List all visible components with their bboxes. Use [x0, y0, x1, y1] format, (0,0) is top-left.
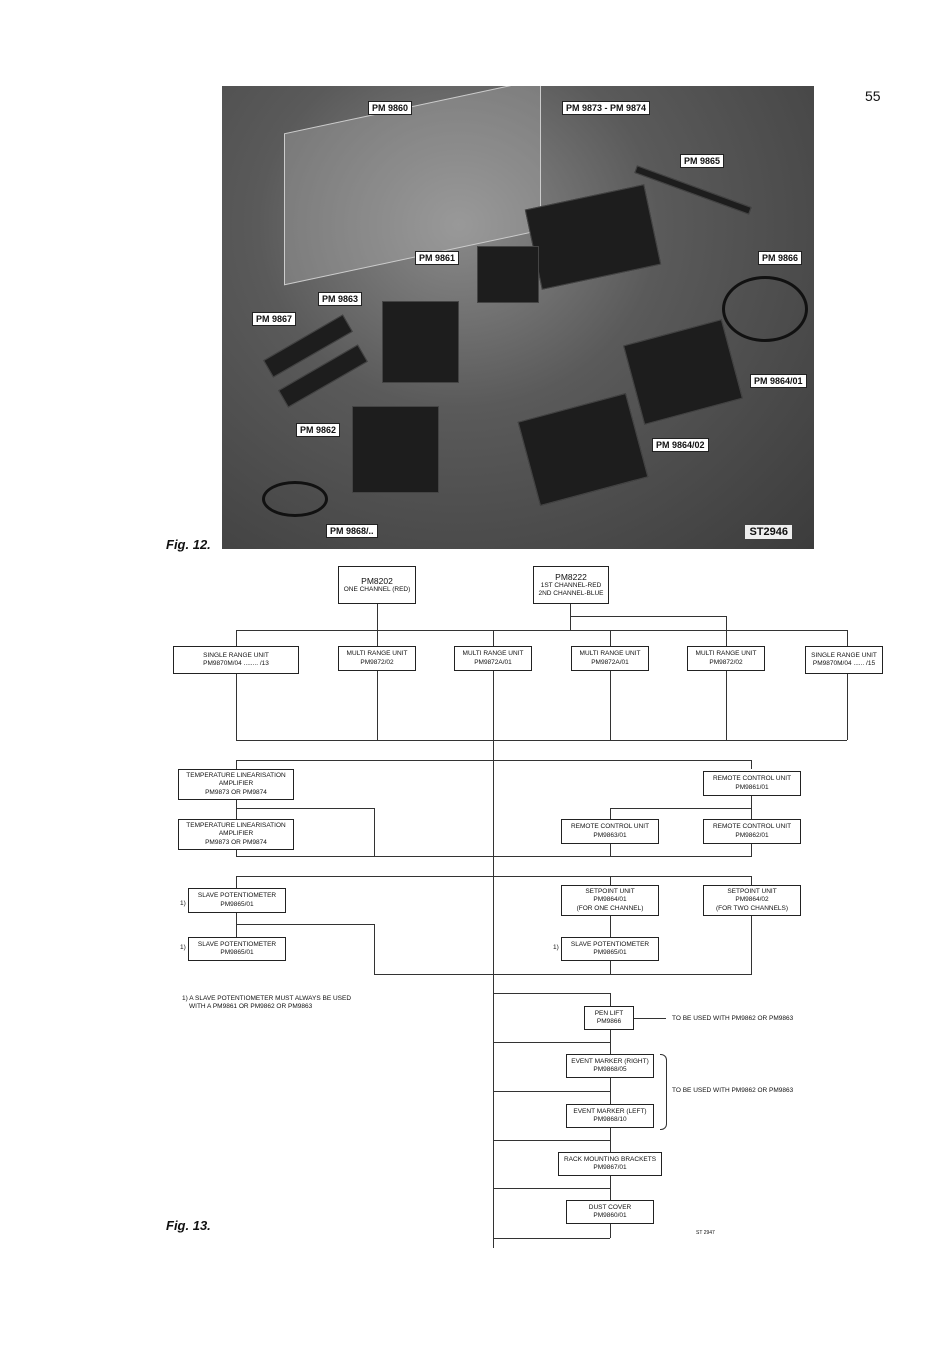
rack-l2: PM9867/01 — [593, 1164, 627, 1171]
slave-pot-3 — [561, 937, 659, 961]
label-pm9864-01: PM 9864/01 — [750, 374, 807, 388]
pen-lift — [584, 1006, 634, 1030]
photo-code: ST2946 — [745, 525, 792, 539]
box-pm8222 — [533, 566, 609, 604]
box-pm8202 — [338, 566, 416, 604]
range-unit-2-label: MULTI RANGE UNIT — [346, 650, 408, 658]
range-unit-5-label: MULTI RANGE UNIT — [695, 650, 757, 658]
remote-9861-l1: REMOTE CONTROL UNIT — [712, 775, 792, 783]
connector-line — [236, 630, 847, 631]
event-note: TO BE USED WITH PM9862 OR PM9863 — [672, 1087, 794, 1094]
connector-line — [236, 808, 374, 809]
footnote-line2: WITH A PM9861 OR PM9862 OR PM9863 — [189, 1003, 313, 1011]
footnote-line1: 1) A SLAVE POTENTIOMETER MUST ALWAYS BE USED — [182, 995, 352, 1002]
connector-line — [610, 961, 611, 974]
temp-amp-1-l2: AMPLIFIER — [218, 780, 254, 788]
connector-line — [236, 630, 237, 646]
event-bracket — [660, 1054, 667, 1130]
footnote-mark: 1) — [180, 900, 186, 907]
temp-amp-1-l3: PM9873 OR PM9874 — [205, 788, 267, 796]
connector-line — [726, 671, 727, 740]
connector-line — [610, 916, 611, 937]
connector-line — [751, 844, 752, 856]
page-number: 55 — [865, 88, 881, 104]
connector-line — [610, 1176, 611, 1188]
connector-line — [374, 974, 752, 975]
label-pm9863: PM 9863 — [318, 292, 362, 306]
dust-cover — [566, 1200, 654, 1224]
pm8202-title: PM8202 — [361, 575, 393, 586]
remote-9863-l2: PM9863/01 — [593, 831, 627, 839]
slave-pot-2 — [188, 937, 286, 961]
remote-9861-l2: PM9861/01 — [735, 783, 769, 791]
connector-line — [493, 1091, 610, 1092]
connector-line — [751, 796, 752, 819]
label-pm9865: PM 9865 — [680, 154, 724, 168]
slave-pot-3-l2: PM9865/01 — [593, 949, 627, 956]
connector-line — [847, 674, 848, 740]
dust-l2: PM9860/01 — [593, 1212, 627, 1219]
setpoint-2-l3: (FOR TWO CHANNELS) — [715, 904, 789, 912]
remote-9862 — [703, 819, 801, 844]
connector-line — [610, 844, 611, 856]
connector-line — [751, 876, 752, 885]
connector-line — [236, 740, 847, 741]
connector-line — [610, 808, 611, 819]
connector-line — [493, 1238, 610, 1239]
pm8222-line2: 2ND CHANNEL-BLUE — [538, 590, 604, 598]
range-unit-2-code: PM9872/02 — [360, 658, 394, 666]
connector-line — [570, 616, 571, 630]
connector-line — [570, 616, 726, 617]
slave-pot-2-l2: PM9865/01 — [220, 949, 254, 956]
fig12-caption: Fig. 12. — [166, 537, 211, 552]
remote-9863 — [561, 819, 659, 844]
connector-line — [610, 1188, 611, 1200]
pm8222-line1: 1ST CHANNEL-RED — [540, 582, 602, 590]
connector-line — [610, 671, 611, 740]
remote-9862-l2: PM9862/01 — [735, 831, 769, 839]
range-unit-6-code: PM9870M/04 ...... /15 — [812, 660, 876, 667]
connector-line — [374, 808, 375, 856]
remote-9863-l1: REMOTE CONTROL UNIT — [570, 823, 650, 831]
connector-line — [236, 876, 237, 888]
label-pm9867: PM 9867 — [252, 312, 296, 326]
dust-l1: DUST COVER — [588, 1203, 632, 1211]
connector-line — [570, 604, 571, 616]
temp-amp-2-l3: PM9873 OR PM9874 — [205, 838, 267, 846]
range-unit-3-code: PM9872A/01 — [474, 658, 512, 666]
slave-pot-1-l2: PM9865/01 — [220, 900, 254, 908]
connector-line — [610, 1042, 611, 1054]
connector-line — [236, 800, 237, 819]
pen-lift-l1: PEN LIFT — [594, 1009, 624, 1017]
connector-line — [377, 604, 378, 630]
range-unit-4-label: MULTI RANGE UNIT — [579, 650, 641, 658]
event-left — [566, 1104, 654, 1128]
label-pm9866: PM 9866 — [758, 251, 802, 265]
connector-line — [493, 993, 610, 994]
label-pm9862: PM 9862 — [296, 423, 340, 437]
connector-line — [634, 1018, 666, 1019]
temp-amp-1-l1: TEMPERATURE LINEARISATION — [186, 772, 286, 780]
remote-9861 — [703, 771, 801, 796]
range-unit-6 — [805, 646, 883, 674]
range-unit-5 — [687, 646, 765, 671]
range-unit-2 — [338, 646, 416, 671]
connector-line — [610, 1128, 611, 1140]
connector-line — [493, 1042, 610, 1043]
rack-brackets — [558, 1152, 662, 1176]
connector-line — [610, 630, 611, 646]
setpoint-1 — [561, 885, 659, 916]
pen-lift-l2: PM9866 — [596, 1018, 622, 1025]
range-unit-1 — [173, 646, 299, 674]
connector-line — [751, 760, 752, 769]
connector-line — [236, 760, 752, 761]
slave-pot-1-l1: SLAVE POTENTIOMETER — [197, 892, 277, 900]
connector-line — [493, 630, 494, 646]
range-unit-4 — [571, 646, 649, 671]
connector-line — [610, 1030, 611, 1042]
slave-pot-2-l1: SLAVE POTENTIOMETER — [197, 940, 277, 948]
label-pm9873-9874: PM 9873 - PM 9874 — [562, 101, 650, 115]
temp-amp-2-l1: TEMPERATURE LINEARISATION — [186, 822, 286, 830]
connector-line — [236, 760, 237, 769]
connector-line — [236, 674, 237, 740]
range-unit-1-label: SINGLE RANGE UNIT — [203, 651, 269, 659]
connector-line — [493, 1140, 610, 1141]
slave-pot-3-l1: SLAVE POTENTIOMETER — [570, 940, 650, 948]
connector-line — [236, 856, 752, 857]
connector-line — [610, 1078, 611, 1104]
pm8222-title: PM8222 — [555, 571, 587, 582]
range-unit-1-code: PM9870M/04 ........ /13 — [203, 660, 269, 667]
fig13-caption: Fig. 13. — [166, 1218, 211, 1233]
connector-line — [847, 630, 848, 646]
connector-line — [374, 924, 375, 974]
setpoint-1-l2: PM9864/01 — [593, 896, 627, 904]
footnote — [182, 995, 351, 1012]
label-pm9861: PM 9861 — [415, 251, 459, 265]
connector-line — [610, 1224, 611, 1238]
temp-amp-2 — [178, 819, 294, 850]
event-right — [566, 1054, 654, 1078]
rack-l1: RACK MOUNTING BRACKETS — [563, 1155, 657, 1163]
connector-line — [610, 876, 611, 885]
connector-line — [493, 1188, 610, 1189]
fig13-code: ST 2947 — [696, 1230, 715, 1236]
footnote-mark: 1) — [553, 944, 559, 951]
slave-pot-1 — [188, 888, 286, 913]
pen-lift-note: TO BE USED WITH PM9862 OR PM9863 — [672, 1015, 794, 1022]
setpoint-1-l3: (FOR ONE CHANNEL) — [576, 904, 644, 912]
connector-line — [236, 876, 752, 877]
range-unit-3-label: MULTI RANGE UNIT — [462, 650, 524, 658]
connector-line — [610, 808, 751, 809]
connector-line — [377, 671, 378, 740]
remote-9862-l1: REMOTE CONTROL UNIT — [712, 823, 792, 831]
main-trunk-line — [493, 740, 494, 1248]
range-unit-5-code: PM9872/02 — [709, 658, 743, 666]
range-unit-3 — [454, 646, 532, 671]
event-right-l2: PM9868/05 — [593, 1066, 627, 1073]
connector-line — [493, 671, 494, 740]
connector-line — [377, 630, 378, 646]
label-pm9864-02: PM 9864/02 — [652, 438, 709, 452]
setpoint-1-l1: SETPOINT UNIT — [585, 888, 635, 896]
footnote-mark: 1) — [180, 944, 186, 951]
connector-line — [726, 616, 727, 646]
setpoint-2-l2: PM9864/02 — [735, 896, 769, 904]
connector-line — [236, 924, 374, 925]
event-right-l1: EVENT MARKER (RIGHT) — [571, 1057, 649, 1065]
temp-amp-1 — [178, 769, 294, 800]
connector-line — [610, 1140, 611, 1152]
setpoint-2-l1: SETPOINT UNIT — [727, 888, 777, 896]
range-unit-4-code: PM9872A/01 — [591, 658, 629, 666]
temp-amp-2-l2: AMPLIFIER — [218, 830, 254, 838]
connector-line — [236, 913, 237, 937]
connector-line — [610, 993, 611, 1006]
event-left-l1: EVENT MARKER (LEFT) — [573, 1107, 647, 1115]
range-unit-6-label: SINGLE RANGE UNIT — [811, 651, 877, 659]
setpoint-2 — [703, 885, 801, 916]
event-left-l2: PM9868/10 — [593, 1116, 627, 1123]
label-pm9868: PM 9868/.. — [326, 524, 378, 538]
connector-line — [751, 916, 752, 974]
label-pm9860: PM 9860 — [368, 101, 412, 115]
pm8202-sub: ONE CHANNEL (RED) — [343, 586, 411, 594]
